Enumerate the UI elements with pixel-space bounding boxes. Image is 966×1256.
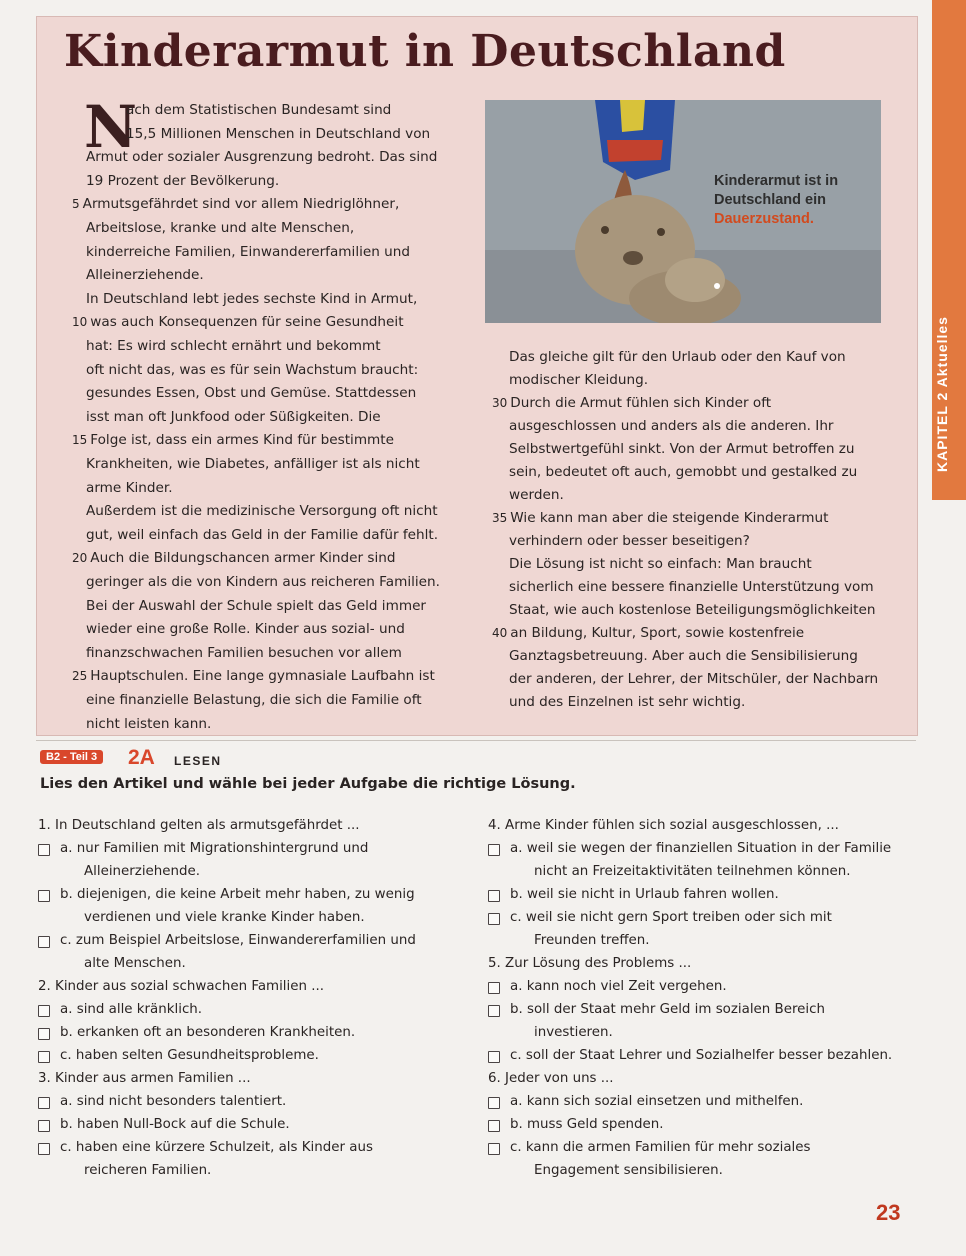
article-line (492, 395, 771, 411)
article-line (86, 385, 416, 401)
line-text: In Deutschland lebt jedes sechste Kind in Armut, (86, 290, 418, 307)
task-instruction: Lies den Artikel und wähle bei jeder Aufgabe die richtige Lösung. (40, 776, 576, 792)
callout-line-1: Kinderarmut ist in (714, 173, 839, 189)
line-text: modischer Kleidung. (509, 372, 649, 388)
article-title: Kinderarmut in Deutschland (64, 26, 786, 77)
line-text: kinderreiche Familien, Einwandererfamilien und (86, 243, 411, 260)
section-label: LESEN (174, 754, 222, 768)
answer-option-text: c. haben selten Gesundheitsprobleme. (60, 1048, 319, 1063)
answer-option-text: Freunden treffen. (534, 933, 650, 948)
line-number: 15 (72, 433, 88, 448)
line-text: eine finanzielle Belastung, die sich die Familie oft (86, 692, 422, 708)
line-text: Armutsgefährdet sind vor allem Niedriglöhner, (82, 196, 400, 213)
article-line (509, 671, 878, 687)
article-line (509, 533, 750, 549)
line-text: verhindern oder besser beseitigen? (509, 533, 750, 549)
article-line (86, 409, 381, 425)
line-text: Armut oder sozialer Ausgrenzung bedroht. Das sind (86, 149, 438, 166)
article-line (86, 645, 402, 661)
article-line (126, 102, 391, 118)
answer-option-text: c. soll der Staat Lehrer und Sozialhelfer besser bezahlen. (510, 1048, 893, 1063)
line-text: 15,5 Millionen Menschen in Deutschland von (126, 125, 431, 142)
chapter-side-tab (932, 0, 966, 500)
article-line (86, 503, 438, 519)
line-text: gesundes Essen, Obst und Gemüse. Stattdessen (86, 385, 417, 402)
article-line (509, 694, 745, 710)
answer-option-text: b. diejenigen, die keine Arbeit mehr haben, zu wenig (60, 887, 415, 902)
article-line (86, 338, 381, 354)
answer-option-text: reicheren Familien. (84, 1163, 212, 1178)
article-line (72, 432, 394, 448)
line-text: sicherlich eine bessere finanzielle Unterstützung vom (509, 579, 874, 595)
article-line (86, 267, 204, 283)
drop-cap: N (84, 93, 138, 161)
article-line (509, 372, 648, 388)
answer-option-text: b. weil sie nicht in Urlaub fahren wollen. (510, 887, 779, 902)
line-text: Staat, wie auch kostenlose Beteiligungsmöglichkeiten (509, 602, 876, 618)
article-line (509, 418, 834, 434)
answer-option-text: verdienen und viele kranke Kinder haben. (84, 910, 365, 925)
answer-checkbox-4-a[interactable] (488, 844, 500, 856)
question-1: 1. In Deutschland gelten als armutsgefährdet ... (38, 818, 360, 833)
section-number: 2A (128, 746, 155, 769)
article-line (86, 220, 354, 236)
line-text: wieder eine große Rolle. Kinder aus sozial- und (86, 621, 405, 638)
article-line (86, 244, 410, 260)
answer-checkbox-1-c[interactable] (38, 936, 50, 948)
article-line (86, 362, 418, 378)
line-text: Wie kann man aber die steigende Kinderarmut (510, 510, 829, 526)
line-text: Hauptschulen. Eine lange gymnasiale Laufbahn ist (90, 668, 435, 685)
answer-option-text: Alleinerziehende. (84, 864, 200, 879)
article-line (72, 550, 395, 566)
line-number: 20 (72, 551, 88, 566)
section-divider (36, 740, 916, 741)
exam-part-badge: B2 - Teil 3 (40, 750, 103, 764)
line-text: Ganztagsbetreuung. Aber auch die Sensibilisierung (509, 648, 858, 664)
article-line (86, 480, 173, 496)
answer-checkbox-1-b[interactable] (38, 890, 50, 902)
question-2: 2. Kinder aus sozial schwachen Familien ... (38, 979, 324, 994)
answer-option-text: b. haben Null-Bock auf die Schule. (60, 1117, 290, 1132)
line-number: 35 (492, 511, 508, 525)
line-number: 30 (492, 396, 508, 410)
answer-checkbox-4-c[interactable] (488, 913, 500, 925)
article-line (86, 716, 211, 732)
answer-option-text: c. zum Beispiel Arbeitslose, Einwandererfamilien und (60, 933, 416, 948)
article-line (86, 574, 440, 590)
answer-option-text: a. weil sie wegen der finanziellen Situation in der Familie (510, 841, 892, 856)
line-text: und des Einzelnen ist sehr wichtig. (509, 694, 746, 710)
article-line (86, 456, 420, 472)
answer-checkbox-3-a[interactable] (38, 1097, 50, 1109)
line-text: der anderen, der Lehrer, der Mitschüler, der Nachbarn (509, 671, 879, 687)
line-text: nicht leisten kann. (86, 715, 212, 732)
answer-checkbox-6-a[interactable] (488, 1097, 500, 1109)
answer-checkbox-4-b[interactable] (488, 890, 500, 902)
article-line (509, 464, 857, 480)
answer-checkbox-6-c[interactable] (488, 1143, 500, 1155)
line-text: Selbstwertgefühl sinkt. Von der Armut betroffen zu (509, 441, 855, 457)
photo-callout (714, 172, 874, 229)
answer-option-text: b. soll der Staat mehr Geld im sozialen Bereich (510, 1002, 825, 1017)
article-line (86, 173, 279, 189)
line-text: finanzschwachen Familien besuchen vor allem (86, 644, 402, 661)
answer-option-text: Engagement sensibilisieren. (534, 1163, 723, 1178)
line-text: Alleinerziehende. (86, 267, 204, 284)
article-line (492, 625, 804, 641)
article-line (492, 510, 828, 526)
article-line (72, 196, 399, 212)
line-text: hat: Es wird schlecht ernährt und bekommt (86, 338, 381, 354)
line-text: Bei der Auswahl der Schule spielt das Geld immer (86, 597, 427, 614)
line-text: Außerdem ist die medizinische Versorgung oft nicht (86, 503, 438, 520)
line-text: 19 Prozent der Bevölkerung. (86, 172, 280, 189)
line-number: 25 (72, 669, 88, 684)
line-text: arme Kinder. (86, 479, 173, 496)
question-3: 3. Kinder aus armen Familien ... (38, 1071, 251, 1086)
line-text: Durch die Armut fühlen sich Kinder oft (510, 395, 772, 411)
answer-checkbox-3-b[interactable] (38, 1120, 50, 1132)
article-line (509, 579, 874, 595)
answer-option-text: c. weil sie nicht gern Sport treiben oder sich mit (510, 910, 832, 925)
question-5: 5. Zur Lösung des Problems ... (488, 956, 692, 971)
article-line (509, 349, 846, 365)
answer-option-text: a. sind nicht besonders talentiert. (60, 1094, 287, 1109)
question-6: 6. Jeder von uns ... (488, 1071, 614, 1086)
line-text: Krankheiten, wie Diabetes, anfälliger ist als nicht (86, 456, 420, 472)
article-line (509, 441, 855, 457)
answer-option-text: b. erkanken oft an besonderen Krankheiten. (60, 1025, 356, 1040)
answer-checkbox-3-c[interactable] (38, 1143, 50, 1155)
article-line (86, 527, 438, 543)
answer-checkbox-2-c[interactable] (38, 1051, 50, 1063)
line-text: geringer als die von Kindern aus reicheren Familien. (86, 574, 440, 590)
article-line (72, 668, 435, 684)
answer-checkbox-1-a[interactable] (38, 844, 50, 856)
article-line (509, 487, 564, 503)
question-4: 4. Arme Kinder fühlen sich sozial ausgeschlossen, ... (488, 818, 839, 833)
answer-checkbox-5-c[interactable] (488, 1051, 500, 1063)
line-number: 5 (72, 197, 80, 212)
line-text: Die Lösung ist nicht so einfach: Man braucht (509, 556, 812, 572)
answer-option-text: c. kann die armen Familien für mehr soziales (510, 1140, 811, 1155)
article-line (126, 126, 430, 142)
line-text: oft nicht das, was es für sein Wachstum braucht: (86, 361, 419, 378)
answer-option-text: nicht an Freizeitaktivitäten teilnehmen können. (534, 864, 851, 879)
line-text: was auch Konsequenzen für seine Gesundheit (90, 314, 404, 331)
line-text: Auch die Bildungschancen armer Kinder sind (90, 550, 396, 567)
answer-checkbox-2-a[interactable] (38, 1005, 50, 1017)
answer-option-text: a. sind alle kränklich. (60, 1002, 203, 1017)
answer-checkbox-6-b[interactable] (488, 1120, 500, 1132)
line-text: Das gleiche gilt für den Urlaub oder den Kauf von (509, 349, 846, 365)
answer-option-text: b. muss Geld spenden. (510, 1117, 664, 1132)
answer-option-text: alte Menschen. (84, 956, 186, 971)
answer-option-text: a. nur Familien mit Migrationshintergrund und (60, 841, 369, 856)
line-text: isst man oft Junkfood oder Süßigkeiten. Die (86, 408, 381, 425)
article-line (86, 598, 426, 614)
line-text: gut, weil einfach das Geld in der Familie dafür fehlt. (86, 526, 439, 543)
article-line (509, 648, 858, 664)
line-text: sein, bedeutet oft auch, gemobbt und gestalked zu (509, 464, 858, 480)
article-line (86, 692, 422, 708)
answer-checkbox-5-b[interactable] (488, 1005, 500, 1017)
answer-option-text: a. kann noch viel Zeit vergehen. (510, 979, 727, 994)
line-text: an Bildung, Kultur, Sport, sowie kostenfreie (510, 625, 805, 641)
callout-line-2: Deutschland ein (714, 192, 826, 208)
answer-option-text: a. kann sich sozial einsetzen und mithelfen. (510, 1094, 804, 1109)
callout-line-3: Dauerzustand. (714, 211, 814, 227)
article-line (509, 556, 812, 572)
article-line (86, 621, 405, 637)
article-line (72, 314, 404, 330)
article-line (86, 291, 417, 307)
line-text: werden. (509, 487, 564, 503)
answer-option-text: investieren. (534, 1025, 613, 1040)
article-line (509, 602, 875, 618)
chapter-side-tab-label: KAPITEL 2 Aktuelles (934, 316, 950, 472)
answer-option-text: c. haben eine kürzere Schulzeit, als Kinder aus (60, 1140, 373, 1155)
line-text: Folge ist, dass ein armes Kind für bestimmte (90, 432, 394, 449)
article-line (86, 149, 437, 165)
line-number: 10 (72, 315, 88, 330)
line-number: 40 (492, 626, 508, 640)
line-text: ausgeschlossen und anders als die anderen. Ihr (509, 418, 834, 434)
answer-checkbox-5-a[interactable] (488, 982, 500, 994)
answer-checkbox-2-b[interactable] (38, 1028, 50, 1040)
line-text: ach dem Statistischen Bundesamt sind (126, 102, 392, 118)
page-number: 23 (876, 1200, 901, 1225)
line-text: Arbeitslose, kranke und alte Menschen, (86, 220, 355, 236)
